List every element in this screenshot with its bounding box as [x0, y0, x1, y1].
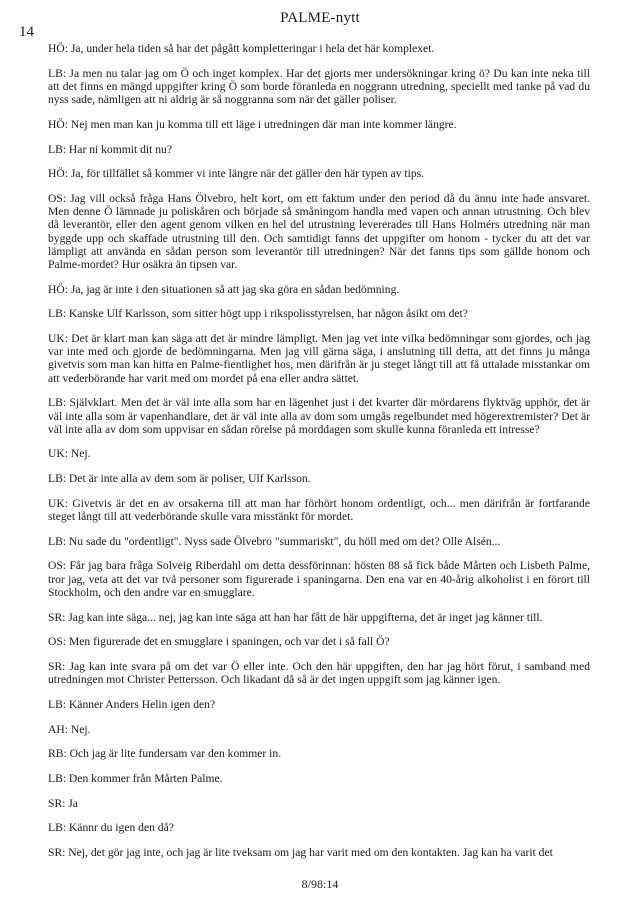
transcript-paragraph: UK: Nej.: [48, 447, 91, 461]
transcript-paragraph: LB: Den kommer från Mårten Palme.: [48, 772, 223, 786]
transcript-paragraph: RB: Och jag är lite fundersam var den kommer in.: [48, 747, 282, 761]
transcript-paragraph: HÖ: Ja, jag är inte i den situationen så att jag ska göra en sådan bedömning.: [48, 282, 400, 296]
publication-title: PALME-nytt: [280, 10, 360, 26]
transcript-paragraph: LB: Det är inte alla av dem som är poliser, Ulf Karlsson.: [48, 472, 311, 486]
transcript-paragraph: LB: Kännr du igen den då?: [48, 821, 174, 835]
issue-code: 8/98:14: [301, 877, 339, 891]
transcript-paragraph: SR: Nej, det gör jag inte, och jag är lite tveksam om jag har varit med om den kontakten. Jag kan ha varit det: [48, 846, 553, 860]
transcript-paragraph: LB: Har ni kommit dit nu?: [48, 142, 172, 156]
transcript-paragraph: AH: Nej.: [48, 722, 91, 736]
transcript-paragraph: UK: Det är klart man kan säga att det är mindre lämpligt. Men jag vet inte vilka bedömningar som gjordes, och jag var inte med och gjorde de bedömningarna. Men jag vill gärna säga, i anslutning till detta, att det finns ju många givetvis som man kan hitta en Palme-fientlighet hos, men därifrån är ju steget långt till att få uttalade misstankar om att vederbörande har varit med om mordet på ena eller andra sättet.: [48, 332, 590, 385]
transcript-paragraph: LB: Nu sade du "ordentligt". Nyss sade Ölvebro "summariskt", du höll med om det? Olle Alsén...: [48, 534, 501, 548]
transcript-paragraph: LB: Känner Anders Helin igen den?: [48, 697, 216, 711]
transcript-paragraph: OS: Får jag bara fråga Solveig Riberdahl om detta dessförinnan: hösten 88 så fick både Mårten och Lisbeth Palme, tror jag, veta att det var två personer som figurerade i spaningarna. Den ena var en 40-årig alkoholist i en förort till Stockholm, och den andre var en smugglare.: [48, 559, 590, 599]
transcript-body: [48, 42, 590, 871]
page-number: 14: [19, 24, 34, 40]
transcript-paragraph: SR: Jag kan inte svara på om det var Ö eller inte. Och den här uppgiften, den har jag hört förut, i samband med utredningen mot Christer Pettersson. Och likadant då så är det ingen uppgift som jag känner igen.: [48, 660, 590, 687]
transcript-paragraph: OS: Jag vill också fråga Hans Ölvebro, helt kort, om ett faktum under den period då du ännu inte hade ansvaret. Men denne Ö lämnade ju poliskåren och började så småningom handla med vapen och annan utrustning. Och blev då leverantör, eller den agent genom vilken en hel del utrustning levererades till Hans Holmérs utredning när man byggde upp och skaffade utrustning till den. Och samtidigt fanns det uppgifter om honom - tycker du att det var lämpligt att använda en sådan person som leverantör till utredningen? När det fanns tips som gällde honom och Palme-mordet? Hur osäkra än tipsen var.: [48, 191, 590, 271]
transcript-paragraph: LB: Ja men nu talar jag om Ö och inget komplex. Har det gjorts mer undersökningar kring ö? Du kan inte neka till att det finns en mängd uppgifter kring Ö som borde föranleda en noggrann utredning, speciellt med tanke på vad du nyss sade, nämligen att ni aldrig är så noggranna som när det gäller poliser.: [48, 66, 590, 107]
transcript-paragraph: SR: Ja: [48, 796, 78, 810]
transcript-paragraph: HÖ: Ja, under hela tiden så har det pågått kompletteringar i hela det här komplexet.: [48, 42, 435, 55]
transcript-paragraph: HÖ: Ja, för tillfället så kommer vi inte längre när det gäller den här typen av tips.: [48, 167, 425, 181]
transcript-paragraph: OS: Men figurerade det en smugglare i spaningen, och var det i så fall Ö?: [48, 635, 390, 649]
transcript-paragraph: UK: Givetvis är det en av orsakerna till att man har förhört honom ordentligt, och... men därifrån är fortfarande steget långt till att vederbörande skulle vara misstänkt för mordet.: [48, 496, 590, 524]
transcript-paragraph: SR: Jag kan inte säga... nej, jag kan inte säga att han har fått de här uppgifterna, det är inget jag känner till.: [48, 610, 543, 624]
transcript-paragraph: LB: Kanske Ulf Karlsson, som sitter högt upp i rikspolisstyrelsen, har någon åsikt om det?: [48, 307, 468, 321]
transcript-paragraph: LB: Självklart. Men det är väl inte alla som har en lägenhet just i det kvarter där mördarens flyktväg upphör, det är väl inte alla som är vapenhandlare, det är väl inte alla av dom som umgås regelbundet med högerextremister? Det är väl inte alla av dom som uppvisar en sådan rörelse på morddagen som skulle kunna föranleda ett intresse?: [48, 396, 590, 436]
transcript-paragraph: HÖ: Nej men man kan ju komma till ett läge i utredningen där man inte kommer längre.: [48, 117, 457, 131]
